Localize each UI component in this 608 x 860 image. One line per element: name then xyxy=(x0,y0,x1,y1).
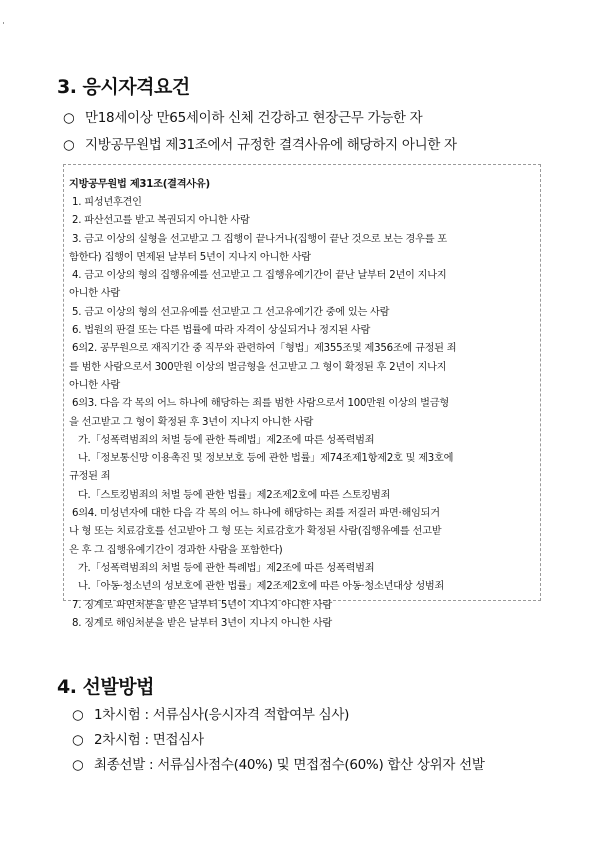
box-line: 5. 금고 이상의 형의 선고유예를 선고받고 그 선고유예기간 중에 있는 사람 xyxy=(69,306,390,318)
circle-bullet-icon: ○ xyxy=(72,707,84,723)
requirement-item xyxy=(63,133,457,153)
box-line: 다.「스토킹범죄의 처벌 등에 관한 법률」제2조제2호에 따른 스토킹범죄 xyxy=(69,489,391,501)
box-line: 6의2. 공무원으로 재직기간 중 직무와 관련하여「형법」제355조및 제356조에 규정된 죄 xyxy=(69,343,457,355)
circle-bullet-icon: ○ xyxy=(72,757,84,773)
box-line: 함한다) 집행이 면제된 날부터 5년이 지나지 아니한 사람 xyxy=(69,251,311,263)
box-line: 나.「아동·청소년의 성보호에 관한 법률」제2조제2호에 따른 아동·청소년대상 성범죄 xyxy=(69,581,445,593)
box-line: 6. 법원의 판결 또는 다른 법률에 따라 자격이 상실되거나 정지된 사람 xyxy=(69,325,371,337)
box-line: 은 후 그 집행유예기간이 경과한 사람을 포함한다) xyxy=(69,544,283,556)
circle-bullet-icon: ○ xyxy=(63,110,75,126)
box-line: 규정된 죄 xyxy=(69,471,111,483)
selection-text: 2차시험 : 면접심사 xyxy=(94,732,204,748)
section3-heading: 3. 응시자격요건 xyxy=(57,76,190,98)
box-line: 8. 징계로 해임처분을 받은 날부터 3년이 지나지 아니한 사람 xyxy=(69,617,332,629)
box-line: 아니한 사람 xyxy=(69,379,120,391)
box-line: 아니한 사람 xyxy=(69,288,120,300)
circle-bullet-icon: ○ xyxy=(63,137,75,153)
selection-item xyxy=(72,753,485,773)
box-line: 2. 파산선고를 받고 복권되지 아니한 사람 xyxy=(69,215,250,227)
disqualification-content xyxy=(69,176,537,633)
selection-text: 1차시험 : 서류심사(응시자격 적합여부 심사) xyxy=(94,707,350,723)
box-lines xyxy=(69,194,537,633)
box-line: 가.「성폭력범죄의 처벌 등에 관한 특례법」제2조에 따른 성폭력범죄 xyxy=(69,434,375,446)
section4-heading: 4. 선발방법 xyxy=(57,676,154,698)
selection-text: 최종선발 : 서류심사점수(40%) 및 면접점수(60%) 합산 상위자 선발 xyxy=(94,757,485,773)
circle-bullet-icon: ○ xyxy=(72,732,84,748)
scan-mark xyxy=(3,22,4,24)
box-line: 를 범한 사람으로서 300만원 이상의 벌금형을 선고받고 그 형이 확정된 후 2년이 지나지 xyxy=(69,361,447,373)
box-line: 6의4. 미성년자에 대한 다음 각 목의 어느 하나에 해당하는 죄를 저질러 파면·해임되거 xyxy=(69,508,440,520)
requirement-item xyxy=(63,106,422,126)
selection-item xyxy=(72,703,349,723)
box-title: 지방공무원법 제31조(결격사유) xyxy=(69,179,210,190)
box-line: 1. 피성년후견인 xyxy=(69,197,142,208)
box-line: 을 선고받고 그 형이 확정된 후 3년이 지나지 아니한 사람 xyxy=(69,416,314,428)
box-line: 나.「정보통신망 이용촉진 및 정보보호 등에 관한 법률」제74조제1항제2호 및 제3호에 xyxy=(69,453,454,465)
selection-item xyxy=(72,728,204,748)
box-line: 4. 금고 이상의 형의 집행유예를 선고받고 그 집행유예기간이 끝난 날부터 2년이 지나지 xyxy=(69,270,447,282)
box-line: 나 형 또는 치료감호를 선고받아 그 형 또는 치료감호가 확정된 사람(집행유예를 선고받 xyxy=(69,526,442,538)
box-line: 6의3. 다음 각 목의 어느 하나에 해당하는 죄를 범한 사람으로서 100만원 이상의 벌금형 xyxy=(69,398,449,410)
box-line: 7. 징계로 파면처분을 받은 날부터 5년이 지나지 아니한 사람 xyxy=(69,599,332,611)
requirement-text: 만18세이상 만65세이하 신체 건강하고 현장근무 가능한 자 xyxy=(85,110,423,126)
box-line: 가.「성폭력범죄의 처벌 등에 관한 특례법」제2조에 따른 성폭력범죄 xyxy=(69,562,375,574)
box-line: 3. 금고 이상의 실형을 선고받고 그 집행이 끝나거나(집행이 끝난 것으로 보는 경우를 포 xyxy=(69,233,447,245)
requirement-text: 지방공무원법 제31조에서 규정한 결격사유에 해당하지 아니한 자 xyxy=(85,137,457,153)
